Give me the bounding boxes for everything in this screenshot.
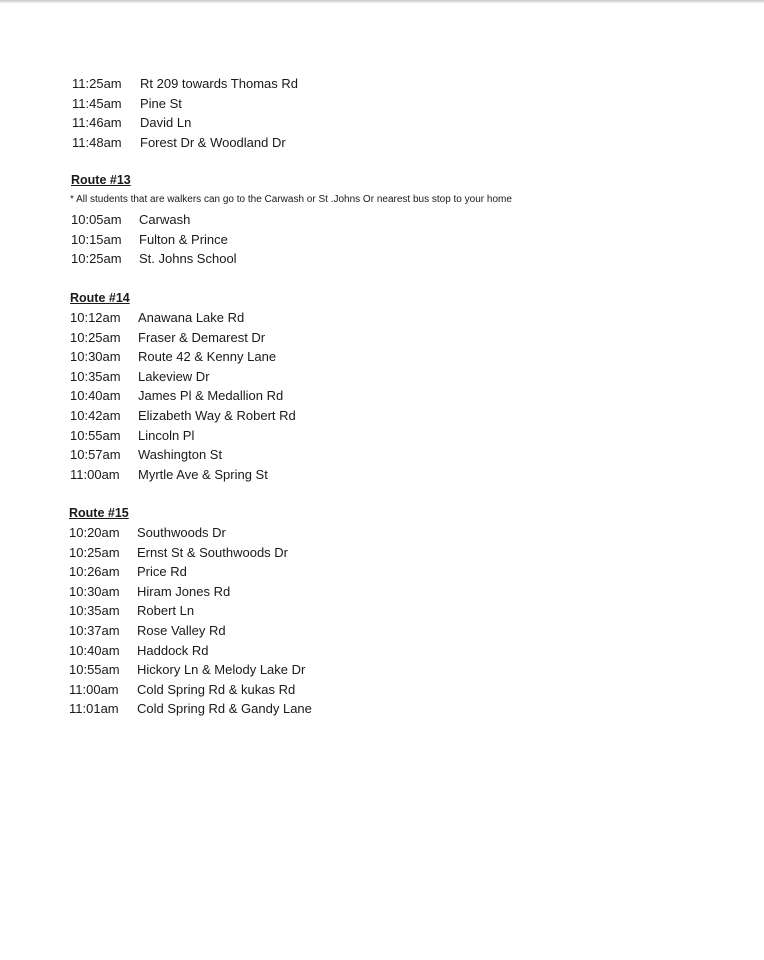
route-15-section [69,504,312,719]
stop-row [70,406,296,426]
stop-row [72,133,298,153]
stop-row [72,94,298,114]
stop-location: Lakeview Dr [138,368,210,384]
stop-time: 10:05am [71,212,122,227]
stop-row [70,426,296,446]
stop-location: Price Rd [137,564,187,580]
stop-time: 10:20am [69,525,120,540]
stop-location: Southwoods Dr [137,525,226,540]
stop-row [72,74,298,94]
route-13-stops [71,210,512,269]
stop-time: 11:48am [72,134,122,150]
stop-location: Pine St [140,95,182,111]
stop-row [70,465,296,485]
stop-row [70,386,296,406]
stop-location: James Pl & Medallion Rd [138,388,284,404]
stop-row [69,680,312,700]
stop-location: Hickory Ln & Melody Lake Dr [137,662,306,678]
stop-row [72,113,298,133]
stop-row [71,210,512,230]
stop-time: 10:40am [70,388,121,404]
stop-location: David Ln [140,115,192,131]
route-13-walker-note: * All students that are walkers can go to the Carwash or St .Johns Or nearest bus stop to your home [70,194,512,205]
stop-time: 10:55am [69,662,120,678]
route-13-title: Route #13 [71,173,131,187]
stop-row [69,543,312,563]
stop-row [71,249,512,269]
stop-row [69,660,312,680]
stop-time: 11:01am [69,701,119,717]
stop-row [69,601,312,621]
stop-row [69,699,312,719]
stop-row [69,562,312,582]
stop-row [70,328,296,348]
stop-time: 10:25am [71,251,122,267]
stop-row [69,621,312,641]
stop-location: Hiram Jones Rd [137,583,231,599]
route-14-stops [70,308,296,484]
stop-time: 10:35am [70,368,121,384]
stop-row [71,230,512,250]
stop-time: 11:00am [70,466,120,482]
stop-location: Cold Spring Rd & Gandy Lane [137,701,312,717]
stop-location: Fulton & Prince [139,231,228,247]
stop-time: 10:37am [69,622,120,638]
stop-location: Rose Valley Rd [137,622,226,638]
stop-location: Washington St [138,447,223,463]
stop-time: 10:25am [69,544,120,560]
stop-time: 10:40am [69,642,120,658]
route-continued-section [72,74,298,152]
stop-time: 10:25am [70,329,121,345]
stop-row [70,445,296,465]
stop-row [70,367,296,387]
stop-time: 11:45am [72,95,122,111]
stop-row [69,523,312,543]
route-15-stops [69,523,312,719]
stop-time: 10:55am [70,427,121,443]
stop-location: Haddock Rd [137,642,209,658]
stop-location: Route 42 & Kenny Lane [138,349,277,365]
route-13-section [71,171,512,269]
stop-time: 10:12am [70,310,121,325]
stop-time: 10:35am [69,603,120,619]
stop-time: 10:57am [70,447,121,463]
stop-location: St. Johns School [139,251,237,267]
route-15-title: Route #15 [69,506,129,520]
stop-location: Robert Ln [137,603,195,619]
stop-time: 11:00am [69,681,119,697]
stop-location: Myrtle Ave & Spring St [138,466,268,482]
stop-row [70,308,296,328]
route-continued-stops [72,74,298,152]
stop-time: 10:26am [69,564,120,580]
stop-location: Ernst St & Southwoods Dr [137,544,289,560]
stop-time: 10:30am [69,583,120,599]
stop-time: 11:46am [72,115,122,131]
route-14-section [70,289,296,484]
stop-location: Rt 209 towards Thomas Rd [140,76,298,91]
stop-row [70,347,296,367]
stop-time: 11:25am [72,76,122,91]
stop-location: Lincoln Pl [138,427,195,443]
stop-location: Cold Spring Rd & kukas Rd [137,681,296,697]
route-14-title: Route #14 [70,291,130,305]
stop-location: Forest Dr & Woodland Dr [140,134,286,150]
stop-location: Elizabeth Way & Robert Rd [138,407,296,423]
stop-time: 10:15am [71,231,122,247]
stop-row [69,641,312,661]
stop-location: Fraser & Demarest Dr [138,329,266,345]
page-top-edge [0,0,764,3]
stop-location: Carwash [139,212,191,227]
stop-location: Anawana Lake Rd [138,310,245,325]
stop-row [69,582,312,602]
stop-time: 10:42am [70,407,121,423]
stop-time: 10:30am [70,349,121,365]
